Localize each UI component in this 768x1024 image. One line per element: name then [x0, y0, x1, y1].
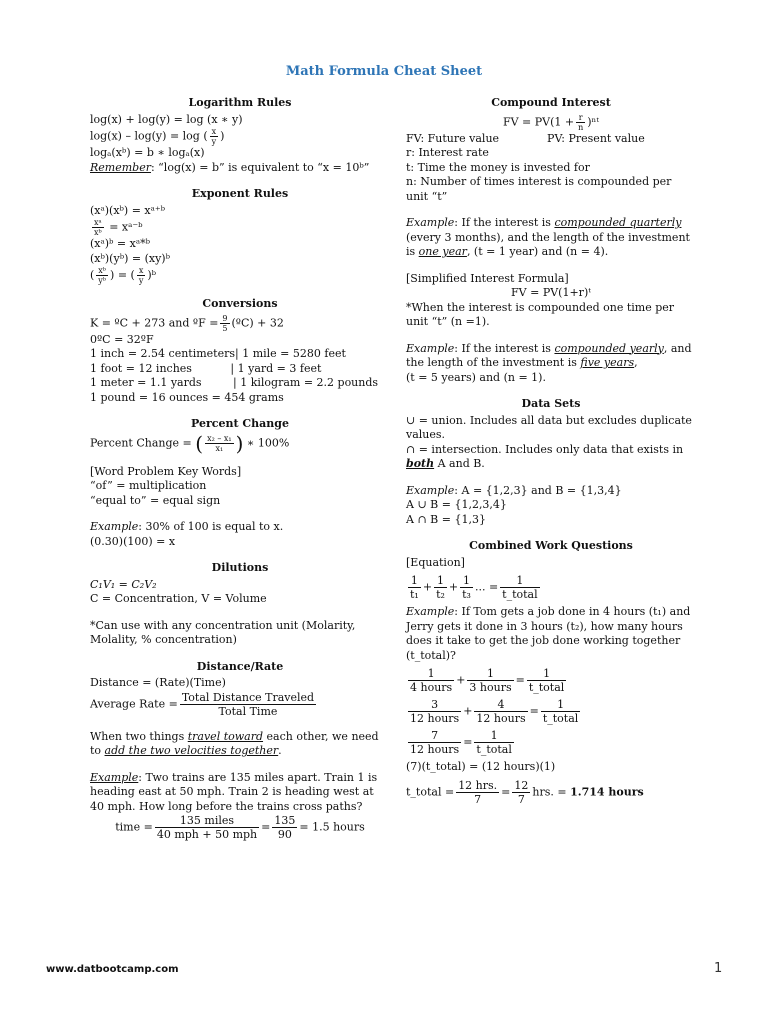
compound-heading: Compound Interest — [491, 96, 611, 109]
t-legend: t: Time the money is invested for — [406, 160, 590, 174]
work-step-3: $\frac{7}{\text{12 hours}}$ = $\frac{1}{\text{t\_total}}$ — [410, 729, 512, 756]
conv-foot: 1 foot = 12 inches | 1 yard = 3 feet — [90, 361, 322, 375]
r-legend: r: Interest rate — [406, 146, 489, 159]
compound-section — [406, 96, 696, 385]
exponent-section — [90, 187, 390, 285]
union-def: ∪ = union. Includes all data but excludes duplicate values. — [406, 413, 692, 441]
log-rule-1: log(x) + log(y) = log (x ∗ y) — [90, 112, 243, 126]
work-step-2: $\frac{3}{\text{12 hours}}$ + $\frac{4}{\text{12 hours}}$ = $\frac{1}{\text{t\_total}}$ — [410, 698, 579, 725]
log-rule-2: log(x) – log(y) = log ( $\frac{x}{y}$ ) — [90, 127, 225, 146]
compound-example-1: Example: If the interest is compounded quarterly (every 3 months), and the length of the investment is one year, (t = 1 year) and (n = 4). — [406, 216, 690, 258]
keyword-equal-to: “equal to” = equal sign — [90, 493, 221, 507]
log-rule-3: logₐ(xᵇ) = b ∗ logₐ(x) — [90, 146, 205, 159]
conversions-section — [90, 297, 390, 405]
distance-formula: Distance = (Rate)(Time) — [90, 676, 226, 689]
percent-heading: Percent Change — [191, 417, 289, 430]
n-legend: n: Number of times interest is compounded per unit “t” — [406, 175, 672, 203]
average-rate-formula: Average Rate = $\frac{\text{Total Distance Traveled}}{\text{Total Time}}$ — [90, 690, 315, 718]
dilution-note: *Can use with any concentration unit (Molarity, Molality, % concentration) — [90, 618, 356, 646]
intersection-def: ∩ = intersection. Includes only data that exists in both A and B. — [406, 442, 684, 470]
simple-formula: FV = PV(1+r)ᵗ — [511, 286, 591, 299]
work-step-4: (7)(t_total) = (12 hours)(1) — [406, 760, 556, 773]
conversions-heading: Conversions — [202, 297, 278, 310]
right-column — [406, 96, 696, 818]
train-time-calc: time = $\frac{\text{135 miles}}{\text{40 mph + 50 mph}}$ = $\frac{135}{90}$ = 1.5 hours — [115, 814, 365, 841]
dilutions-section — [90, 561, 390, 648]
exp-rule-5: ( $\frac{\text{xᵇ}}{\text{yᵇ}}$ ) = ( $\frac{x}{y}$ )ᵇ — [90, 266, 157, 285]
conv-meter: 1 meter = 1.1 yards | 1 kilogram = 2.2 pounds — [90, 376, 379, 389]
work-section — [406, 539, 696, 806]
exp-rule-3: (xᵃ)ᵇ = xᵃ*ᵇ — [90, 237, 150, 250]
dilution-formula: C₁V₁ = C₂V₂ — [90, 577, 157, 591]
kelvin-formula: K = ºC + 273 and ºF = $\frac{9}{5}$ (ºC) + 32 — [90, 313, 284, 333]
fv-pv-legend: FV: Future value PV: Present value — [406, 131, 645, 145]
conv-pound: 1 pound = 16 ounces = 454 grams — [90, 390, 284, 404]
work-example: Example: If Tom gets a job done in 4 hours (t₁) and Jerry gets it done in 3 hours (t₂), how many hours does it take to get the job done working together (t_total)? — [406, 605, 691, 662]
compound-example-2: Example: If the interest is compounded yearly, and the length of the investment is five years, — [406, 341, 692, 369]
percent-section — [90, 417, 390, 549]
exp-rule-4: (xᵇ)(yᵇ) = (xy)ᵇ — [90, 251, 170, 265]
compound-example-2-line2: (t = 5 years) and (n = 1). — [406, 370, 546, 384]
work-heading: Combined Work Questions — [469, 539, 633, 552]
percent-formula: Percent Change = ( $\frac{\text{x₂ – x₁}}{\text{x₁}}$ ) ∗ 100% — [90, 430, 290, 455]
log-remember: Remember: “log(x) = b” is equivalent to “x = 10ᵇ” — [90, 160, 370, 174]
sets-example: Example: A = {1,2,3} and B = {1,3,4} — [406, 483, 622, 497]
page-title: Math Formula Cheat Sheet — [285, 64, 483, 79]
dilution-legend: C = Concentration, V = Volume — [90, 592, 267, 605]
datasets-section — [406, 397, 696, 527]
keyword-of: “of” = multiplication — [90, 479, 207, 492]
percent-example-calc: (0.30)(100) = x — [90, 534, 176, 548]
left-column — [90, 96, 390, 853]
train-example: Example: Two trains are 135 miles apart. Train 1 is heading east at 50 mph. Train 2 is heading west at 40 mph. How long before the trains cross paths? — [90, 770, 378, 813]
work-step-1: $\frac{1}{\text{4 hours}}$ + $\frac{1}{\text{3 hours}}$ = $\frac{1}{\text{t\_total}}$ — [410, 667, 565, 694]
percent-example: Example: 30% of 100 is equal to x. — [90, 520, 284, 533]
dilutions-heading: Dilutions — [211, 561, 269, 574]
intersection-result: A ∩ B = {1,3} — [406, 512, 486, 526]
exponent-heading: Exponent Rules — [191, 187, 289, 200]
page-number: 1 — [714, 961, 723, 976]
work-step-5: t_total = $\frac{\text{12 hrs.}}{7}$ = $\frac{12}{7}$ hrs. = 1.714 hours — [406, 778, 644, 806]
datasets-heading: Data Sets — [521, 397, 581, 410]
exp-rule-1: (xᵃ)(xᵇ) = xᵃ⁺ᵇ — [90, 203, 166, 217]
logarithm-section — [90, 96, 390, 175]
work-eq-label: [Equation] — [406, 555, 465, 569]
work-equation: $\frac{1}{\text{t₁}}$ + $\frac{1}{\text{t₂}}$ + $\frac{1}{\text{t₃}}$ ... = $\frac{1}{\text{t\_total}}$ — [410, 574, 538, 601]
simple-note: *When the interest is compounded one time per unit “t” (n =1). — [406, 300, 675, 328]
conv-inch: 1 inch = 2.54 centimeters| 1 mile = 5280 feet — [90, 347, 346, 360]
compound-formula: FV = PV(1 + $\frac{r}{n}$ )ⁿᵗ — [502, 112, 600, 132]
keywords-label: [Word Problem Key Words] — [90, 464, 242, 478]
union-result: A ∪ B = {1,2,3,4} — [406, 498, 507, 511]
distance-heading: Distance/Rate — [196, 659, 284, 673]
freeze-point: 0ºC = 32ºF — [90, 332, 154, 346]
simple-label: [Simplified Interest Formula] — [406, 271, 569, 285]
travel-toward-note: When two things travel toward each other, we need to add the two velocities together. — [90, 729, 379, 757]
footer-website[interactable]: www.datbootcamp.com — [46, 964, 179, 975]
logarithm-heading: Logarithm Rules — [188, 96, 292, 109]
distance-section — [90, 660, 390, 842]
exp-rule-2: $\frac{\text{xᵃ}}{\text{xᵇ}}$ = xᵃ⁻ᵇ — [94, 218, 143, 237]
